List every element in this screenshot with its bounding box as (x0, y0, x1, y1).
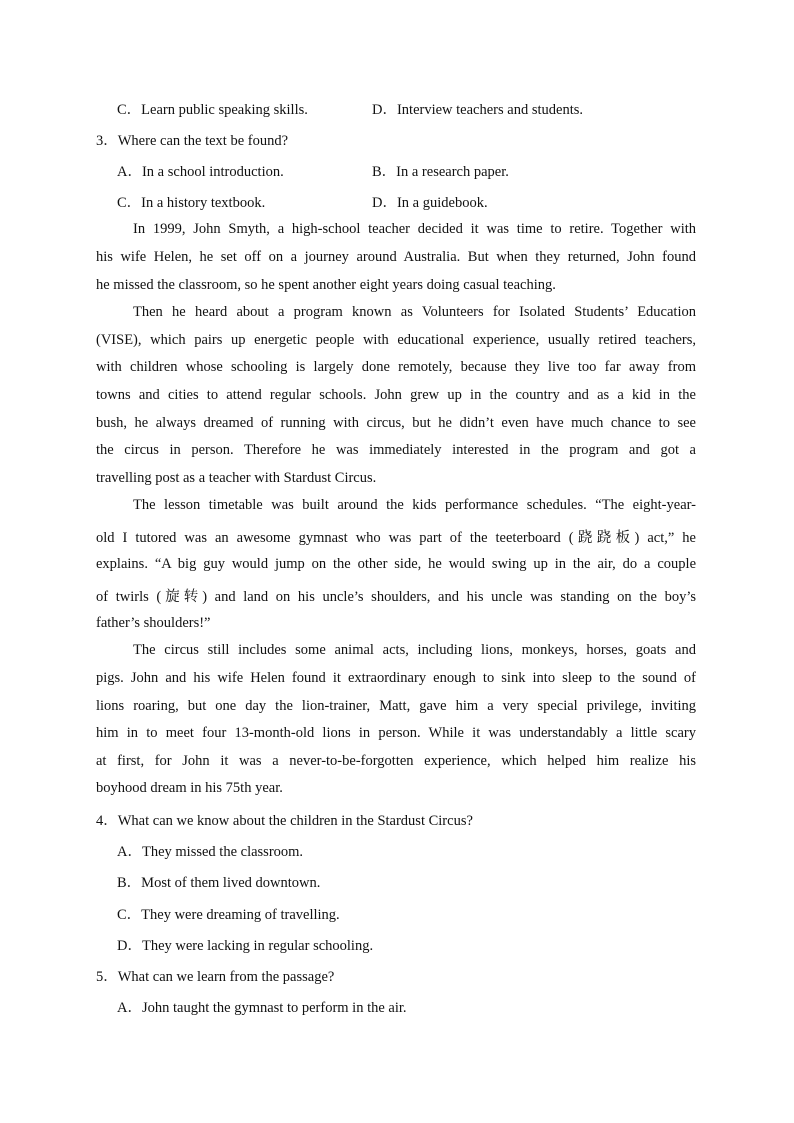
passage-line: he missed the classroom, so he spent another eight years doing casual teaching. (96, 277, 556, 293)
q3-option-a: A．In a school introduction. (117, 164, 284, 180)
q2-option-c: C．Learn public speaking skills. (117, 102, 308, 118)
passage-line: lions roaring, but one day the lion-trainer, Matt, gave him a very special privilege, inviting (96, 698, 696, 714)
q5-stem: 5．What can we learn from the passage? (96, 969, 335, 985)
q4-option-d: D．They were lacking in regular schooling. (117, 938, 374, 954)
passage-line: In 1999, John Smyth, a high-school teacher decided it was time to retire. Together with (133, 221, 696, 237)
passage-line: towns and cities to attend regular schools. John grew up in the country and as a kid in the (96, 387, 696, 403)
passage-line: his wife Helen, he set off on a journey around Australia. But when they returned, John found (96, 249, 696, 265)
q4-option-b: B．Most of them lived downtown. (117, 875, 321, 891)
passage-line: The lesson timetable was built around the kids performance schedules. “The eight-year- (133, 497, 696, 513)
passage-line: him in to meet four 13-month-old lions in person. While it was understandably a little scary (96, 725, 696, 741)
q3-option-c: C．In a history textbook. (117, 195, 266, 211)
passage-line: The circus still includes some animal acts, including lions, monkeys, horses, goats and (133, 642, 696, 658)
q4-option-c: C．They were dreaming of travelling. (117, 907, 340, 923)
passage-line: with children whose schooling is largely done remotely, because they live too far away from (96, 359, 696, 375)
passage-line: of twirls (旋转) and land on his uncle’s shoulders, and his uncle was standing on the boy’s (96, 589, 696, 605)
q3-option-d: D．In a guidebook. (372, 195, 488, 211)
q3-option-b: B．In a research paper. (372, 164, 509, 180)
passage-line: (VISE), which pairs up energetic people with educational experience, usually retired teachers, (96, 332, 696, 348)
passage-line: the circus in person. Therefore he was immediately interested in the program and got a (96, 442, 696, 458)
q2-option-d: D．Interview teachers and students. (372, 102, 583, 118)
passage-line: travelling post as a teacher with Stardust Circus. (96, 470, 377, 486)
passage-line: old I tutored was an awesome gymnast who was part of the teeterboard (跷跷板) act,” he (96, 530, 696, 546)
passage-line: boyhood dream in his 75th year. (96, 780, 283, 796)
q4-stem: 4．What can we know about the children in the Stardust Circus? (96, 813, 473, 829)
passage-line: bush, he always dreamed of running with circus, but he didn’t even have much chance to see (96, 415, 696, 431)
q4-option-a: A．They missed the classroom. (117, 844, 304, 860)
passage-line: pigs. John and his wife Helen found it extraordinary enough to sink into sleep to the sound of (96, 670, 696, 686)
passage-line: father’s shoulders!” (96, 615, 211, 631)
q3-stem: 3．Where can the text be found? (96, 133, 289, 149)
passage-line: explains. “A big guy would jump on the other side, he would swing up in the air, do a couple (96, 556, 696, 572)
passage-line: at first, for John it was a never-to-be-forgotten experience, which helped him realize his (96, 753, 696, 769)
q5-option-a: A．John taught the gymnast to perform in the air. (117, 1000, 407, 1016)
passage-line: Then he heard about a program known as Volunteers for Isolated Students’ Education (133, 304, 696, 320)
